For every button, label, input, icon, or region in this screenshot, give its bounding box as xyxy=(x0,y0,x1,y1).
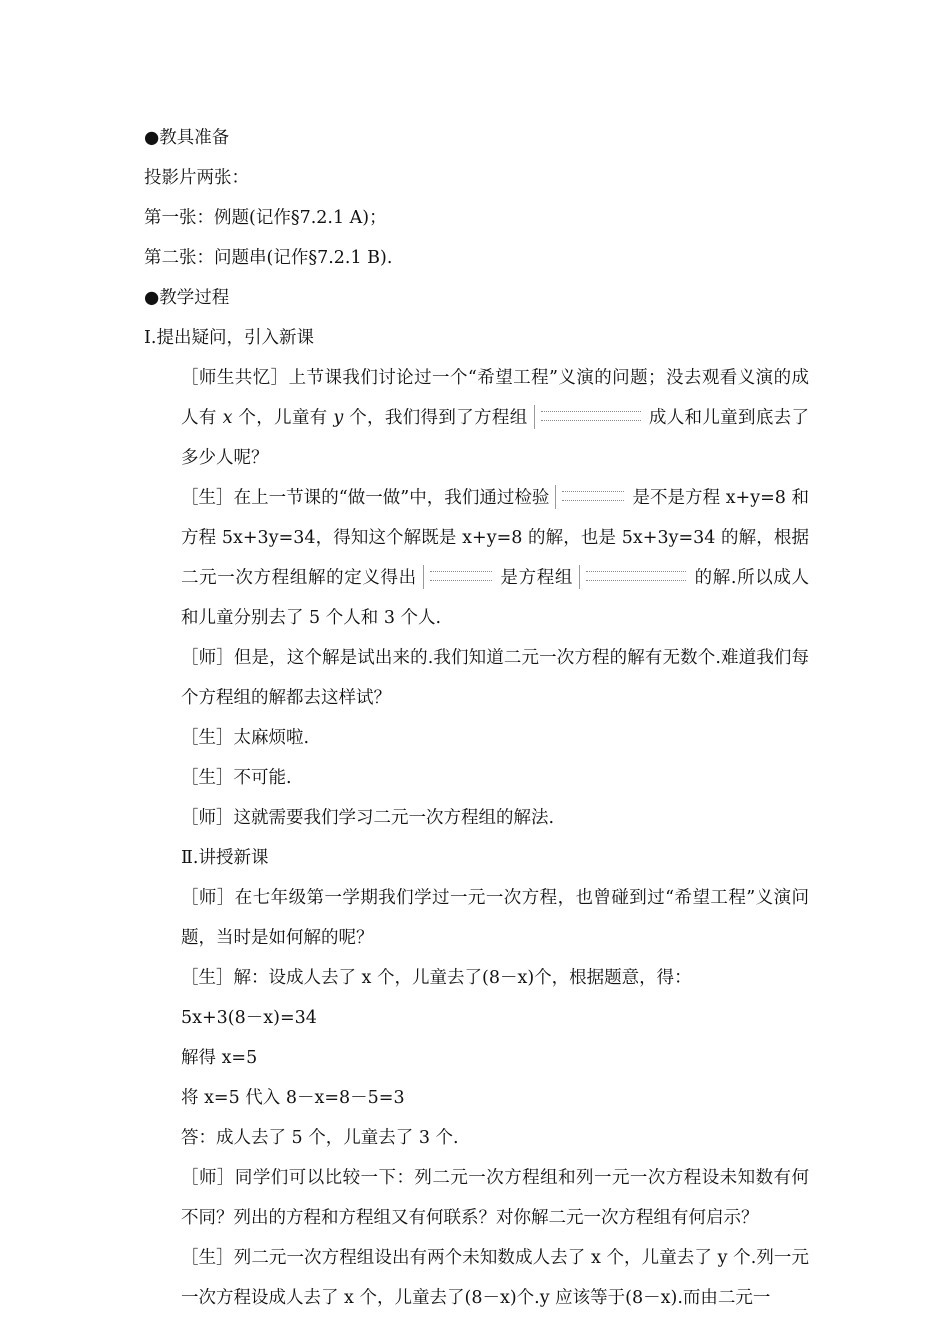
equation-line: 将 x=5 代入 8－x=8－5=3 xyxy=(181,1088,405,1108)
equation-line: 解得 x=5 xyxy=(181,1048,258,1068)
paragraph: ［师］在七年级第一学期我们学过一元一次方程，也曾碰到过“希望工程”义演问题，当时是如何解的呢？ xyxy=(181,888,809,948)
paragraph: ［生］太麻烦啦. xyxy=(181,728,310,748)
text-run: ［师生共忆］上节课我们讨论过一个“希望工程”义演的问题；没去观看义演的成人有 xyxy=(181,368,809,428)
subsection-heading: Ⅱ.讲授新课 xyxy=(181,848,269,868)
document-body xyxy=(144,118,809,1318)
paragraph: 投影片两张： xyxy=(144,168,249,188)
paragraph: ［师］同学们可以比较一下：列二元一次方程组和列一元一次方程设未知数有何不同？列出的方程和方程组又有何联系？对你解二元一次方程组有何启示？ xyxy=(181,1168,809,1228)
solution-image xyxy=(555,485,626,509)
paragraph xyxy=(144,478,809,638)
text-run: 的解.所以成人和儿童分别去了 5 个人和 3 个人. xyxy=(181,568,810,628)
paragraph: ［师］但是，这个解是试出来的.我们知道二元一次方程的解有无数个.难道我们每个方程组的解都去这样试？ xyxy=(181,648,809,708)
equation-system-image xyxy=(579,565,688,589)
paragraph: ［生］解：设成人去了 x 个，儿童去了(8－x)个，根据题意，得： xyxy=(181,968,692,988)
paragraph: 第二张：问题串(记作§7.2.1 B). xyxy=(144,248,393,268)
paragraph: ［生］不可能. xyxy=(181,768,292,788)
paragraph: 答：成人去了 5 个，儿童去了 3 个. xyxy=(181,1128,459,1148)
text-run: 个，儿童有 xyxy=(238,408,328,428)
paragraph xyxy=(144,358,809,478)
subsection-heading: Ⅰ.提出疑问，引入新课 xyxy=(144,328,314,348)
equation-system-image xyxy=(534,405,643,429)
paragraph: ［师］这就需要我们学习二元一次方程组的解法. xyxy=(181,808,555,828)
section-heading-teaching-aids: ●教具准备 xyxy=(144,128,230,148)
solution-image xyxy=(423,565,494,589)
text-run: 个，我们得到了方程组 xyxy=(349,408,528,428)
text-run: 是方程组 xyxy=(499,568,573,588)
equation-line: 5x+3(8－x)=34 xyxy=(181,1008,317,1028)
text-run: ［生］在上一节课的“做一做”中，我们通过检验 xyxy=(181,488,550,508)
text-run: 成人和儿童到底去了多少人呢？ xyxy=(181,408,810,468)
math-var: y xyxy=(333,408,344,428)
text-run: 是不是方程 x+y=8 和方程 5x+3y=34，得知这个解既是 x+y=8 的解，也是 5x+3y=34 的解，根据二元一次方程组解的定义得出 xyxy=(181,488,809,588)
paragraph: ［生］列二元一次方程组设出有两个未知数成人去了 x 个，儿童去了 y 个.列一元一次方程设成人去了 x 个，儿童去了(8－x)个.y 应该等于(8－x).而由二元一 xyxy=(181,1248,809,1308)
section-heading-teaching-process: ●教学过程 xyxy=(144,288,230,308)
math-var: x xyxy=(222,408,233,428)
paragraph: 第一张：例题(记作§7.2.1 A)； xyxy=(144,208,387,228)
